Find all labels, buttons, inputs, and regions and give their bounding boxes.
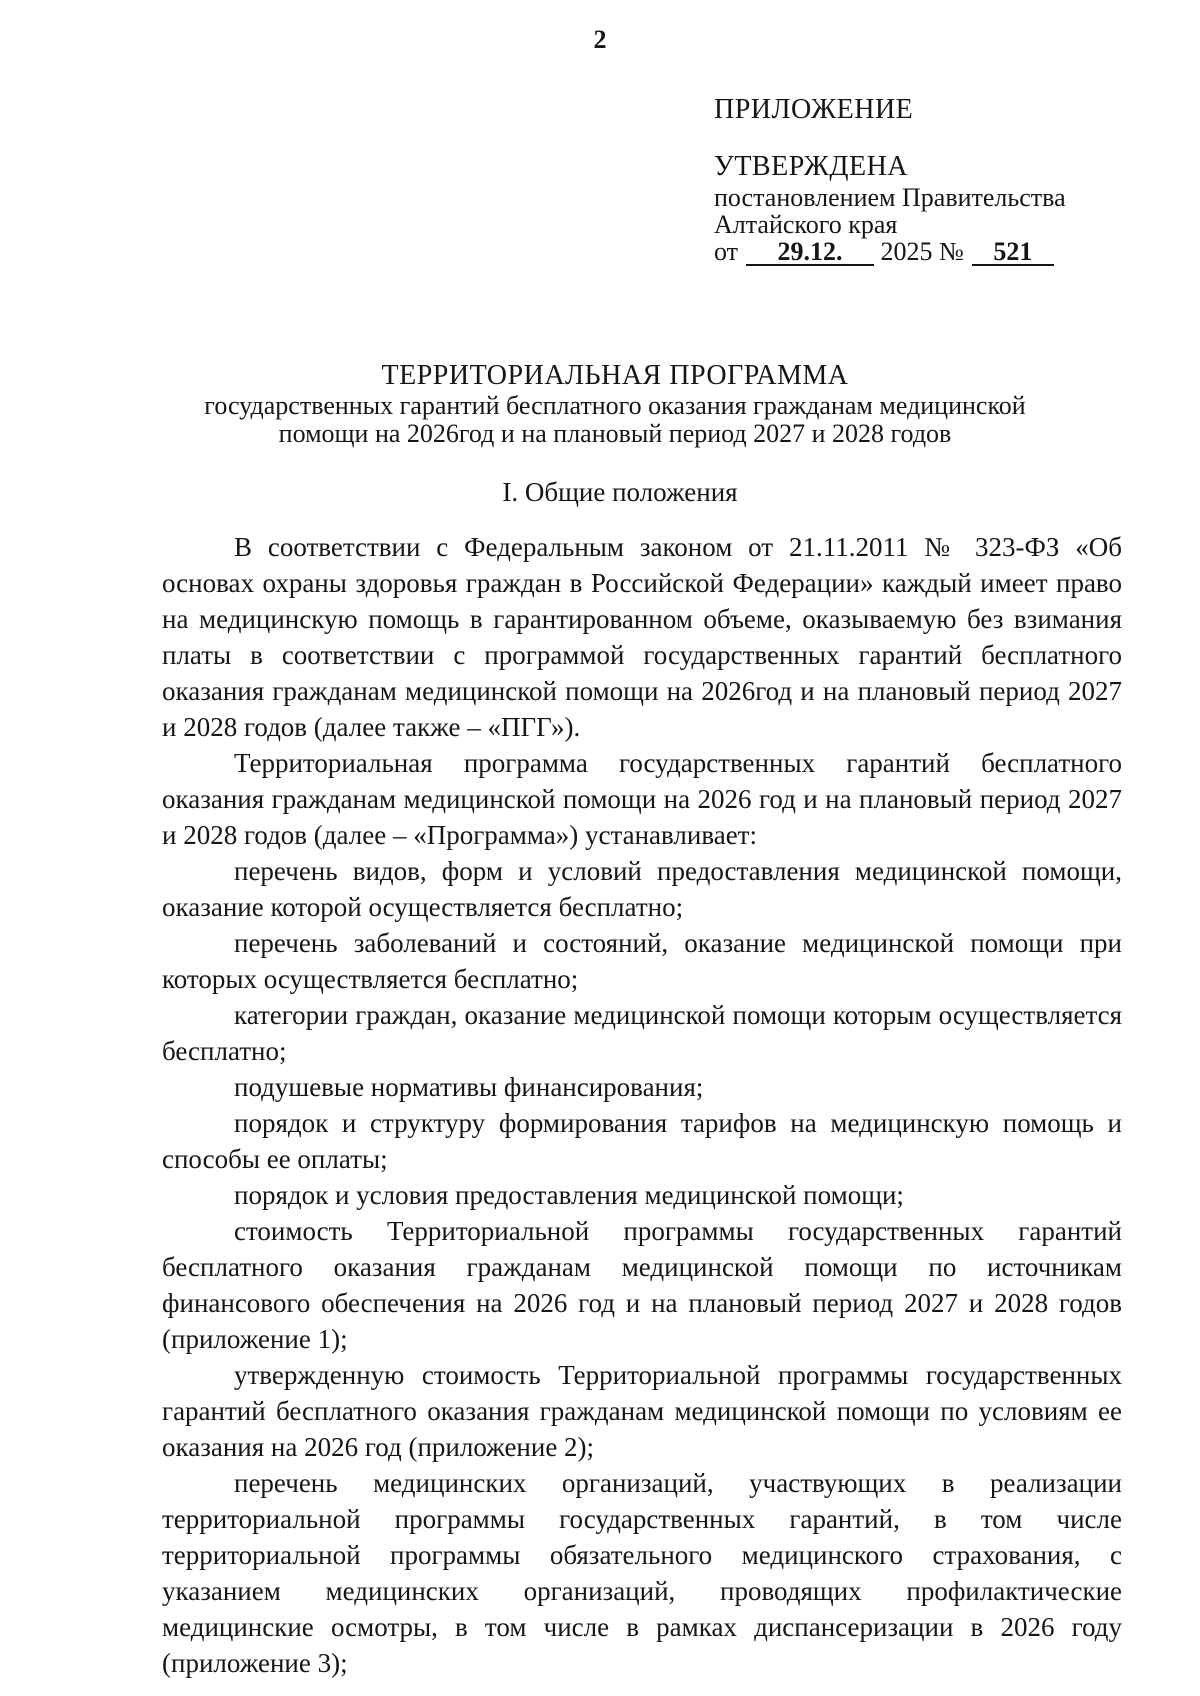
approval-date-line — [714, 238, 1066, 266]
paragraph: подушевые нормативы финансирования; — [234, 1072, 704, 1102]
paragraph: порядок и условия предоставления медицинской помощи; — [234, 1180, 904, 1210]
document-title-sub-1: государственных гарантий бесплатного оказания гражданам медицинской — [204, 391, 1026, 420]
page-number: 2 — [593, 25, 607, 54]
body-text — [162, 529, 1122, 1681]
paragraph: категории граждан, оказание медицинской помощи которым осуществляется бесплатно; — [162, 1000, 1122, 1066]
paragraph: утвержденную стоимость Территориальной программы государственных гарантий бесплатного оказания гражданам медицинской помощи по условиям ее оказания на 2026 год (приложение 2); — [162, 1360, 1122, 1462]
approval-date: 29.12. — [746, 240, 874, 266]
paragraph: перечень видов, форм и условий предоставления медицинской помощи, оказание которой осуществляется бесплатно; — [162, 856, 1122, 922]
approval-title: УТВЕРЖДЕНА — [714, 151, 909, 182]
document-title-sub-2: помощи на 2026год и на плановый период 2027 и 2028 годов — [278, 419, 952, 448]
approval-number: 521 — [972, 240, 1054, 266]
document-title-main: ТЕРРИТОРИАЛЬНАЯ ПРОГРАММА — [381, 360, 849, 391]
appendix-label: ПРИЛОЖЕНИЕ — [714, 94, 914, 125]
section-heading: I. Общие положения — [502, 477, 738, 507]
document-title — [150, 360, 1080, 448]
paragraph: порядок и структуру формирования тарифов на медицинскую помощь и способы ее оплаты; — [162, 1108, 1122, 1174]
paragraph: стоимость Территориальной программы государственных гарантий бесплатного оказания гражданам медицинской помощи по источникам финансового обеспечения на 2026 год и на плановый период 2027 и 2028 годов (приложение 1); — [162, 1216, 1122, 1354]
approval-block — [714, 150, 1066, 266]
paragraph: Территориальная программа государственных гарантий бесплатного оказания гражданам медицинской помощи на 2026 год и на плановый период 2027 и 2028 годов (далее – «Программа») устанавливает: — [162, 748, 1122, 850]
approval-line-2: Алтайского края — [714, 210, 898, 239]
paragraph: перечень медицинских организаций, участвующих в реализации территориальной программы государственных гарантий, в том числе территориальной программы обязательного медицинского страхования, с указанием медицинских организаций, проводящих профилактические медицинские осмотры, в том числе в рамках диспансеризации в 2026 году (приложение 3); — [162, 1468, 1122, 1678]
paragraph: В соответствии с Федеральным законом от 21.11.2011 № 323-ФЗ «Об основах охраны здоровья граждан в Российской Федерации» каждый имеет право на медицинскую помощь в гарантированном объеме, оказываемую без взимания платы в соответствии с программой государственных гарантий бесплатного оказания гражданам медицинской помощи на 2026год и на плановый период 2027 и 2028 годов (далее также – «ПГГ»). — [162, 532, 1122, 742]
date-year: 2025 № — [880, 237, 964, 266]
approval-line-1: постановлением Правительства — [714, 183, 1066, 212]
paragraph: перечень заболеваний и состояний, оказание медицинской помощи при которых осуществляется бесплатно; — [162, 928, 1122, 994]
date-prefix: от — [714, 237, 739, 266]
